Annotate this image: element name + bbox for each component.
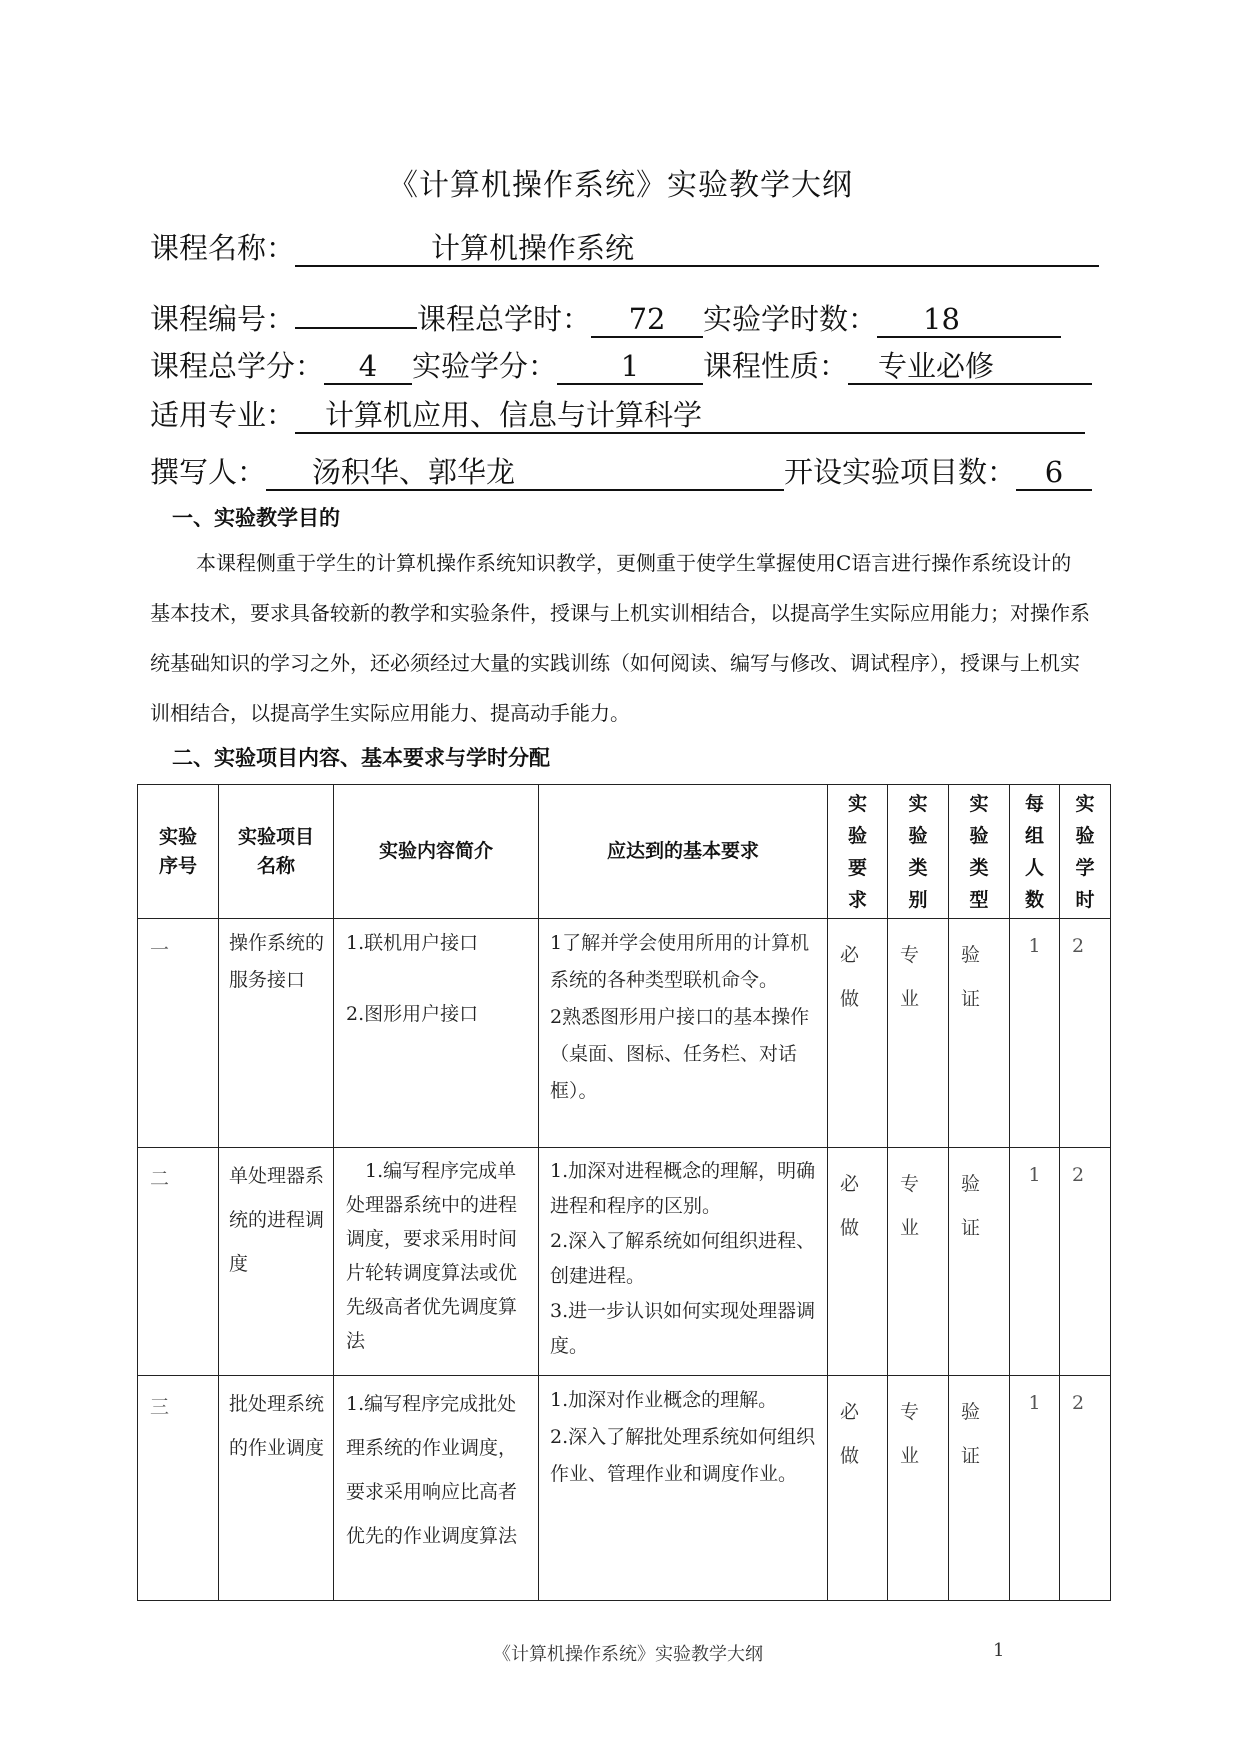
lab-hours-field — [877, 302, 1061, 338]
row-content — [334, 1148, 538, 1358]
row-hours: 2 — [1072, 935, 1085, 957]
content-item: 1.编写程序完成单处理器系统中的进程调度，要求采用时间片轮转调度算法或优先级高者优先调度算法 — [346, 1160, 518, 1352]
lab-credits-field — [557, 349, 703, 385]
row-content — [334, 1376, 538, 1558]
course-code-field — [295, 293, 417, 329]
credits-line — [150, 344, 1092, 385]
majors-label: 适用专业： — [150, 398, 296, 432]
experiment-table — [137, 784, 1111, 1601]
requirement-item: 2熟悉图形用户接口的基本操作（桌面、图标、任务栏、对话框）。 — [550, 1006, 810, 1102]
course-code-line — [150, 293, 1061, 338]
section1-paragraph — [150, 538, 1090, 738]
row-hours: 2 — [1072, 1392, 1085, 1414]
page-number: 1 — [993, 1640, 1005, 1661]
row-no: 二 — [150, 1168, 170, 1190]
requirement-item: 2.深入了解系统如何组织进程、创建进程。 — [550, 1230, 816, 1287]
row-no: 三 — [150, 1396, 170, 1418]
table-row — [138, 1376, 1111, 1601]
total-credits-field — [324, 349, 412, 385]
course-name-value: 计算机操作系统 — [431, 231, 635, 265]
section1-text: 本课程侧重于学生的计算机操作系统知识教学，更侧重于使学生掌握使用C语言进行操作系统设计的基本技术，要求具备较新的教学和实验条件，授课与上机实训相结合，以提高学生实际应用能力；对操作系统基础知识的学习之外，还必须经过大量的实践训练（如何阅读、编写与修改、调试程序），授课与上机实训相结合，以提高学生实际应用能力、提高动手能力。 — [150, 551, 1090, 725]
row-content — [334, 919, 538, 1033]
header-req-type: 实验要求 — [828, 785, 888, 919]
row-per-group: 1 — [1028, 935, 1041, 957]
content-item: 1.编写程序完成批处理系统的作业调度，要求采用响应比高者优先的作业调度算法 — [346, 1393, 518, 1547]
course-type-label: 课程性质： — [703, 349, 849, 383]
project-count-label: 开设实验项目数： — [784, 455, 1017, 489]
header-hours: 实验学时 — [1060, 785, 1111, 919]
header-type: 实验类型 — [949, 785, 1010, 919]
requirement-item: 3.进一步认识如何实现处理器调度。 — [550, 1300, 816, 1357]
project-count-value: 6 — [1044, 455, 1064, 489]
header-category: 实验类别 — [888, 785, 949, 919]
row-no: 一 — [150, 939, 170, 961]
table-header-row — [138, 785, 1111, 919]
majors-value: 计算机应用、信息与计算科学 — [325, 398, 703, 432]
row-requirements — [539, 919, 827, 1110]
author-label: 撰写人： — [150, 455, 267, 489]
row-hours: 2 — [1072, 1164, 1085, 1186]
row-req: 必做 — [840, 1401, 860, 1467]
row-req: 必做 — [840, 944, 860, 1010]
header-name: 实验项目名称 — [219, 785, 334, 919]
row-per-group: 1 — [1028, 1164, 1041, 1186]
content-item: 1.联机用户接口 — [346, 932, 479, 954]
row-name: 操作系统的服务接口 — [229, 932, 325, 991]
row-name: 批处理系统的作业调度 — [229, 1393, 325, 1459]
row-category: 专业 — [900, 944, 920, 1010]
majors-field — [295, 398, 1085, 434]
row-category: 专业 — [900, 1173, 920, 1239]
total-credits-value: 4 — [358, 349, 378, 383]
author-line — [150, 450, 1092, 491]
header-no: 实验序号 — [138, 785, 219, 919]
header-requirements: 应达到的基本要求 — [539, 785, 828, 919]
course-type-value: 专业必修 — [878, 349, 995, 383]
course-name-label: 课程名称： — [150, 231, 296, 265]
table-row — [138, 919, 1111, 1148]
lab-hours-label: 实验学时数： — [703, 302, 878, 336]
lab-credits-label: 实验学分： — [412, 349, 558, 383]
course-name-line — [150, 226, 1099, 267]
requirement-item: 2.深入了解批处理系统如何组织作业、管理作业和调度作业。 — [550, 1426, 816, 1485]
lab-hours-value: 18 — [923, 302, 960, 336]
total-hours-field — [591, 302, 703, 338]
requirement-item: 1.加深对进程概念的理解，明确进程和程序的区别。 — [550, 1160, 816, 1217]
table-row — [138, 1148, 1111, 1376]
row-requirements — [539, 1148, 827, 1364]
header-content: 实验内容简介 — [334, 785, 539, 919]
total-hours-value: 72 — [628, 302, 666, 336]
lab-credits-value: 1 — [620, 349, 640, 383]
row-name: 单处理器系统的进程调度 — [229, 1165, 325, 1275]
row-category: 专业 — [900, 1401, 920, 1467]
content-item: 2.图形用户接口 — [346, 1003, 479, 1025]
requirement-item: 1了解并学会使用所用的计算机系统的各种类型联机命令。 — [550, 932, 810, 991]
course-type-field — [848, 349, 1092, 385]
section1-heading: 一、实验教学目的 — [172, 506, 340, 530]
row-type: 验证 — [961, 1173, 981, 1239]
page-title: 《计算机操作系统》实验教学大纲 — [388, 168, 853, 203]
row-per-group: 1 — [1028, 1392, 1041, 1414]
total-hours-label: 课程总学时： — [417, 302, 592, 336]
course-name-field — [295, 231, 1099, 267]
row-requirements — [539, 1376, 827, 1493]
author-value: 汤积华、郭华龙 — [312, 455, 516, 489]
majors-line — [150, 393, 1085, 434]
section2-heading: 二、实验项目内容、基本要求与学时分配 — [172, 746, 550, 770]
total-credits-label: 课程总学分： — [150, 349, 325, 383]
header-per-group: 每组人数 — [1010, 785, 1060, 919]
row-req: 必做 — [840, 1173, 860, 1239]
row-type: 验证 — [961, 1401, 981, 1467]
requirement-item: 1.加深对作业概念的理解。 — [550, 1389, 778, 1411]
course-code-label: 课程编号： — [150, 302, 296, 336]
author-field — [266, 455, 784, 491]
footer-title: 《计算机操作系统》实验教学大纲 — [493, 1644, 763, 1665]
project-count-field — [1016, 455, 1092, 491]
row-type: 验证 — [961, 944, 981, 1010]
